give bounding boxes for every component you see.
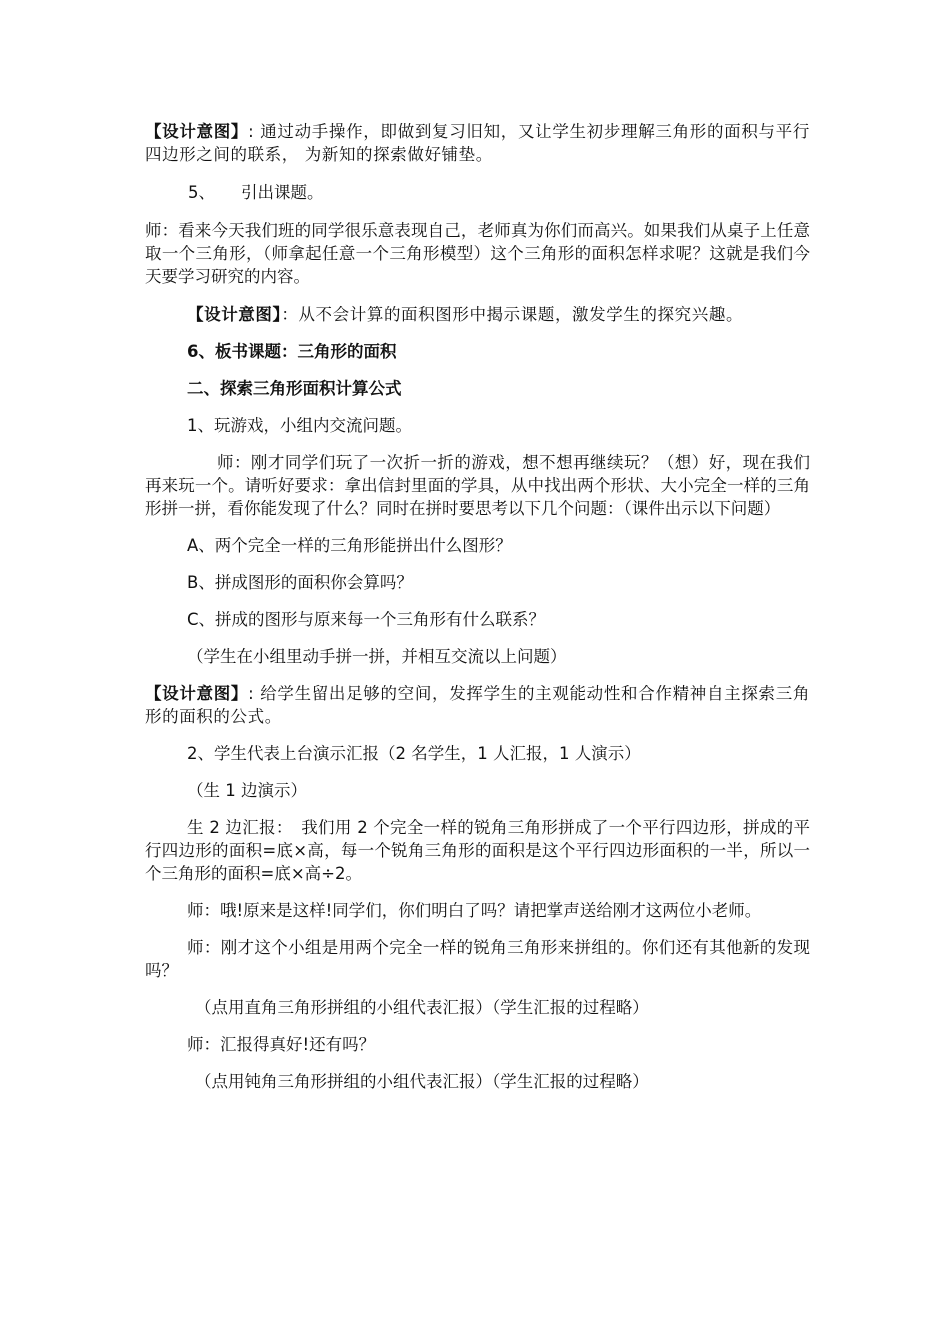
design-intent-text: ：从不会计算的面积图形中揭示课题，激发学生的探究兴趣。 bbox=[281, 305, 744, 324]
student-2-report-paragraph: 生 2 边汇报： 我们用 2 个完全一样的锐角三角形拼成了一个平行四边形，拼成的平行四边形的面积=底×高，每一个锐角三角形的面积是这个平行四边形面积的一半，所以一个三角形的面积=底×高÷2。 bbox=[145, 818, 810, 883]
step-5-paragraph bbox=[188, 181, 810, 204]
design-intent-text: : 通过动手操作，即做到复习旧知，又让学生初步理解三角形的面积与平行四边形之间的联系， 为新知的探索做好铺垫。 bbox=[145, 122, 810, 164]
question-a: A、两个完全一样的三角形能拼出什么图形？ bbox=[187, 536, 512, 555]
step-5-number: 5、 bbox=[188, 183, 215, 202]
design-intent-tag: 【设计意图】 bbox=[145, 684, 249, 703]
board-title-heading: 6、板书课题：三角形的面积 bbox=[187, 342, 397, 361]
step-2-paragraph: 2、学生代表上台演示汇报（2 名学生，1 人汇报，1 人演示） bbox=[187, 744, 641, 763]
game-instructions-paragraph: 师：刚才同学们玩了一次折一折的游戏，想不想再继续玩？（想）好，现在我们再来玩一个。请听好要求：拿出信封里面的学具，从中找出两个形状、大小完全一样的三角形拼一拼，看你能发现了什么？同时在拼时要思考以下几个问题：（课件出示以下问题） bbox=[145, 453, 810, 518]
teacher-question-paragraph: 师：刚才这个小组是用两个完全一样的锐角三角形来拼组的。你们还有其他新的发现吗？ bbox=[145, 938, 810, 980]
teacher-response-paragraph: 师：哦!原来是这样!同学们，你们明白了吗？请把掌声送给刚才这两位小老师。 bbox=[187, 901, 762, 920]
question-c: C、拼成的图形与原来每一个三角形有什么联系？ bbox=[187, 610, 546, 629]
design-intent-tag: 【设计意图】 bbox=[187, 305, 282, 324]
document-body bbox=[145, 120, 810, 1093]
group-activity-note: （学生在小组里动手拼一拼，并相互交流以上问题） bbox=[187, 647, 567, 666]
design-intent-text: : 给学生留出足够的空间，发挥学生的主观能动性和合作精神自主探索三角形的面积的公式。 bbox=[145, 684, 810, 726]
step-1-paragraph: 1、玩游戏，小组内交流问题。 bbox=[187, 416, 412, 435]
obtuse-triangle-report-note: （点用钝角三角形拼组的小组代表汇报）（学生汇报的过程略） bbox=[195, 1072, 649, 1091]
step-5-text: 引出课题。 bbox=[241, 183, 324, 202]
right-triangle-report-note: （点用直角三角形拼组的小组代表汇报）（学生汇报的过程略） bbox=[195, 998, 649, 1017]
question-b: B、拼成图形的面积你会算吗？ bbox=[187, 573, 413, 592]
teacher-praise-paragraph: 师：汇报得真好!还有吗？ bbox=[187, 1035, 376, 1054]
section-heading: 二、探索三角形面积计算公式 bbox=[187, 379, 402, 398]
design-intent-paragraph-3 bbox=[145, 682, 810, 728]
design-intent-tag: 【设计意图】 bbox=[145, 122, 249, 141]
teacher-intro-paragraph: 师：看来今天我们班的同学很乐意表现自己，老师真为你们而高兴。如果我们从桌子上任意取一个三角形，（师拿起任意一个三角形模型）这个三角形的面积怎样求呢？这就是我们今天要学习研究的内容。 bbox=[145, 221, 810, 286]
student-1-demo-note: （生 1 边演示） bbox=[187, 781, 307, 800]
design-intent-paragraph-1 bbox=[145, 120, 810, 166]
design-intent-paragraph-2 bbox=[145, 303, 810, 326]
